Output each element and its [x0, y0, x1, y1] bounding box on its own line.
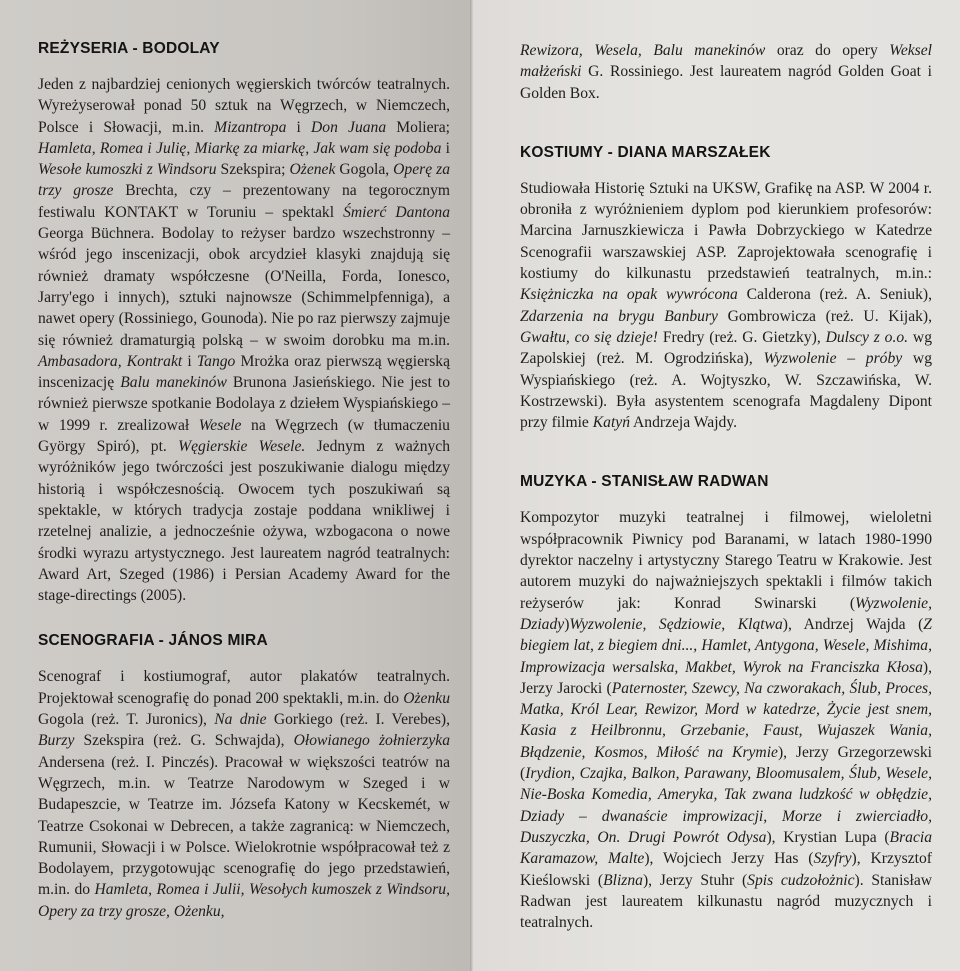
body-text: Gombrowicza (reż. U. Kijak),	[717, 307, 932, 325]
body-text: )	[564, 615, 570, 633]
body-text: Moliera;	[386, 118, 450, 136]
body-text: wg Wyspiańskiego (reż. A. Wojtyszko, W. Szczawińska, W. Kostrzewski). Była asystentem scenografa Magdaleny Dipont przy filmie	[520, 350, 932, 432]
body-text: Kompozytor muzyki teatralnej i filmowej, wieloletni współpracownik Piwnicy pod Baranami, w latach 1980-1990 dyrektor naczelny i artystyczny Starego Teatru w Krakowie. Jest autorem muzyki do najważniejszych spektakli i filmów takich reżyserów jak: Konrad Swinarski (	[520, 509, 932, 612]
body-text: ), Krzysztof Kieślowski (	[520, 850, 932, 889]
body-text: na Węgrzech (w tłumaczeniu György Spiró), pt.	[38, 416, 450, 456]
body-text: ), Andrzej Wajda (	[782, 615, 924, 633]
italic-title-text: Wyzwolenie – próby	[763, 350, 903, 368]
body-text: Gorkiego (reż. I. Verebes),	[266, 711, 450, 729]
body-text: ), Krystian Lupa (	[766, 828, 890, 846]
body-text: i	[286, 118, 312, 136]
body-text: Andrzeja Wajdy.	[630, 414, 738, 432]
italic-title-text: Księżniczka na opak wywrócona	[520, 286, 738, 304]
body-text: Szekspira;	[216, 161, 290, 179]
body-text: Gogola,	[335, 161, 394, 179]
section-paragraph	[38, 666, 450, 922]
italic-title-text: Blizna	[603, 871, 643, 889]
italic-title-text: Don Juana	[311, 118, 387, 136]
italic-title-text: Wesołe kumoszki z Windsoru	[38, 161, 217, 179]
italic-title-text: Wyzwolenie, Dziady	[520, 594, 932, 633]
italic-title-text: Weksel małżeński	[520, 42, 932, 81]
section-heading: SCENOGRAFIA - JÁNOS MIRA	[38, 632, 268, 650]
body-text: Mrożka oraz pierwszą węgierską inscenizację	[38, 352, 450, 392]
section-heading: MUZYKA - STANISŁAW RADWAN	[520, 473, 769, 491]
italic-title-text: Śmierć Dantona	[343, 203, 450, 221]
italic-title-text: Zdarzenia na brygu Banbury	[520, 307, 718, 325]
italic-title-text: Bracia Karamazow, Malte	[520, 828, 932, 868]
body-text: i	[441, 139, 450, 157]
italic-title-text: Wesele	[198, 416, 242, 434]
section-paragraph	[520, 178, 932, 434]
section-rezyseria	[38, 40, 450, 606]
italic-title-text: Ołowianego żołnierzyka	[293, 732, 451, 750]
body-text: Jednym z ważnych wyróżników jego twórczości jest poszukiwanie dialogu między historią i współczesnością. Owocem tych poszukiwań są spektakle, w których tradycja zostaje poddana wnikliwej i rzetelnej analizie, a jednocześnie ożywa, wzbogacona o nowe środki wyrazu artystycznego. Jest laureatem nagród teatralnych: Award Art, Szeged (1986) i Persian Academy Award for the stage-directings (2005).	[38, 438, 451, 605]
left-page	[0, 0, 474, 971]
body-text: Jeden z najbardziej cenionych węgierskich twórców teatralnych. Wyreżyserował ponad 50 sztuk na Węgrzech, w Niemczech, Polsce i Słowacji, m.in.	[38, 76, 450, 136]
body-text: G. Rossiniego. Jest laureatem nagród Golden Goat i Golden Box.	[520, 63, 932, 102]
body-text: Scenograf i kostiumograf, autor plakatów teatralnych. Projektował scenografię do ponad 200 spektakli, m.in. do	[38, 668, 450, 707]
section-muzyka	[520, 473, 932, 933]
italic-title-text: Hamleta, Romea i Julii, Wesołych kumoszek z Windsoru, Opery za trzy grosze, Ożenku,	[38, 881, 450, 920]
body-text: Gogola (reż. T. Juronics),	[38, 711, 215, 729]
italic-title-text: Burzy	[38, 732, 75, 750]
continuation-paragraph	[520, 40, 932, 104]
body-text: ). Stanisław Radwan jest laureatem kilkunastu nagród muzycznych i teatralnych.	[520, 871, 932, 932]
italic-title-text: Ożenek	[289, 161, 336, 179]
section-heading: REŻYSERIA - BODOLAY	[38, 40, 220, 57]
body-text: Fredry (reż. G. Gietzky),	[658, 328, 826, 346]
italic-title-text: Z biegiem lat, z biegiem dni..., Hamlet, Antygona, Wesele, Mishima, Improwizacja wersalska, Makbet, Wyrok na Franciszka Kłosa	[520, 615, 932, 676]
italic-title-text: Mizantropa	[214, 118, 287, 136]
italic-title-text: Katyń	[592, 414, 630, 432]
body-text: ), Jerzy Stuhr (	[642, 871, 748, 889]
section-paragraph	[520, 507, 932, 933]
body-text: oraz do opery	[765, 42, 890, 59]
italic-title-text: Węgierskie Wesele.	[178, 438, 306, 456]
italic-title-text: Hamleta, Romea i Julię, Miarkę za miarkę, Jak wam się podoba	[38, 139, 442, 157]
body-text: ), Jerzy Grzegorzewski (	[520, 743, 932, 783]
body-text: Calderona (reż. A. Seniuk),	[737, 286, 932, 304]
italic-title-text: Ożenku	[403, 689, 450, 707]
section-kostiumy	[520, 144, 932, 434]
section-paragraph	[38, 74, 450, 606]
body-text: wg Zapolskiej (reż. M. Ogrodzińska),	[520, 328, 932, 368]
italic-title-text: Operę za trzy grosze	[38, 161, 450, 200]
italic-title-text: Gwałtu, co się dzieje!	[520, 328, 658, 346]
italic-title-text: Rewizora, Wesela, Balu manekinów	[520, 42, 766, 59]
body-text: Szekspira (reż. G. Schwajda),	[74, 732, 294, 750]
body-text: Brechta, czy – prezentowany na tegorocznym festiwalu KONTAKT w Toruniu – spektakl	[38, 182, 450, 221]
body-text: Studiowała Historię Sztuki na UKSW, Grafikę na ASP. W 2004 r. obroniła z wyróżnieniem dyplom pod kierunkiem profesorów: Marcina Jarnuszkiewicza i Pawła Dobrzyckiego w Katedrze Scenografii warszawskiej ASP. Zaprojektowała scenografię i kostiumy do kilkunastu przedstawień teatralnych, m.in.:	[520, 179, 932, 283]
section-heading: KOSTIUMY - DIANA MARSZAŁEK	[520, 143, 771, 161]
body-text: Andersena (reż. I. Pinczés). Pracował w większości teatrów na Węgrzech, m.in. w Teatrze Narodowym w Szeged i w Budapeszcie, w Teatrze im. Józsefa Katony w Kecskemét, w Teatrze Csokonai w Debrecen, a także zagranicą: w Niemczech, Rumunii, Słowacji i w Polsce. Wielokrotnie współpracował też z Bodolayem, przygotowując scenografię do jego przedstawień, m.in. do	[38, 753, 450, 899]
italic-title-text: Na dnie	[214, 711, 267, 729]
italic-title-text: Spis cudzołożnic	[747, 871, 855, 889]
body-text: Georga Büchnera. Bodolay to reżyser bardzo wszechstronny – wśród jego inscenizacji, obok arcydzieł klasyki znajdują się również dramaty współczesne (O'Neilla, Forda, Ionesco, Jarry'ego i innych), sztuki najnowsze (Schimmelpfenniga), a nawet opery (Rossiniego, Gounoda). Nie po raz pierwszy zajmuje się również dramaturgią polską – w swoim dorobku ma m.in.	[38, 225, 450, 349]
italic-title-text: Balu manekinów	[120, 374, 227, 392]
italic-title-text: Dulscy z o.o.	[825, 328, 909, 346]
italic-title-text: Szyfry	[813, 850, 852, 868]
italic-title-text: Irydion, Czajka, Balkon, Parawany, Bloomusalem, Ślub, Wesele, Nie-Boska Komedia, Ameryka, Tak zwana ludzkość w obłędzie, Dziady – dwanaście improwizacji, Morze i zwierciadło, Duszyczka, On. Drugi Powrót Odysa	[520, 765, 932, 846]
body-text: i	[182, 352, 197, 370]
section-scenografia	[38, 632, 450, 922]
italic-title-text: Wyzwolenie, Sędziowie, Klątwa	[569, 615, 783, 633]
italic-title-text: Paternoster, Szewcy, Na czworakach, Ślub, Proces, Matka, Król Lear, Rewizor, Mord w katedrze, Życie jest snem, Kasia z Heilbronnu, Grzebanie, Faust, Wujaszek Wania, Błądzenie, Kosmos, Miłość na Krymie	[520, 679, 933, 761]
italic-title-text: Tango	[196, 352, 236, 370]
right-page	[474, 0, 960, 971]
body-text: Brunona Jasieńskiego. Nie jest to również pierwsze spotkanie Bodolaya z dziełem Wyspiańskiego – w 1999 r. zrealizował	[38, 374, 450, 434]
italic-title-text: Ambasadora, Kontrakt	[38, 352, 183, 370]
body-text: ), Wojciech Jerzy Has (	[644, 850, 814, 868]
body-text: ), Jerzy Jarocki (	[520, 658, 932, 697]
